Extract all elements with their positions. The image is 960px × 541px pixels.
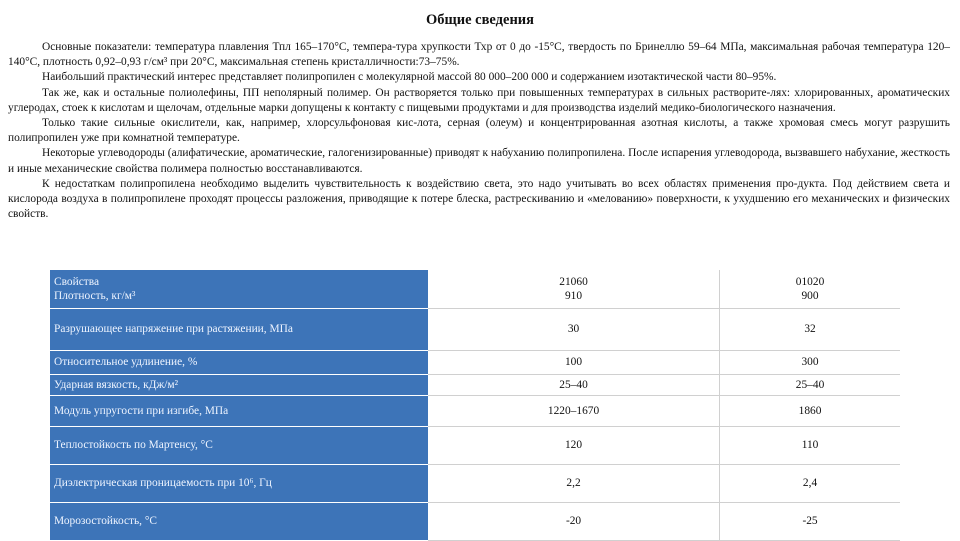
table-header-properties: Свойства (54, 275, 100, 288)
paragraph: Некоторые углеводороды (алифатические, ароматические, галогенизированные) приводят к набуханию полипропилена. После испарения углеводорода, вызвавшего набухание, жесткость и иные механические свойства полимера полностью восстанавливаются. (8, 147, 950, 175)
table-cell-property-name: Плотность, кг/м³ (54, 289, 136, 302)
table-cell-value: 900 (801, 289, 819, 302)
paragraph: Наибольший практический интерес представляет полипропилен с молекулярной массой 80 000–200 000 и содержанием изотактической части 80–95%. (42, 71, 777, 84)
table-cell-value: 2,2 (428, 464, 720, 502)
properties-table (50, 270, 900, 541)
body-text (8, 40, 950, 222)
table-cell-value: 120 (428, 426, 720, 464)
paragraph: Только такие сильные окислители, как, например, хлорсульфоновая кис-лота, серная (олеум) и концентрированная азотная кислоты, а также хромовая смесь могут разрушить полипропилен уже при комнатной температуре. (8, 117, 950, 145)
table-header-grade-a: 21060 (559, 275, 588, 288)
paragraph: Так же, как и остальные полиолефины, ПП неполярный полимер. Он растворяется только при повышенных температурах в сильных растворите-лях: хлорированных, ароматических углеродах, стоек к кислотам и щелочам, отдельные марки допущены к контакту с пищевыми продуктами и для производства изделий медико-биологического назначения. (8, 86, 950, 114)
table-cell-property-name: Морозостойкость, °С (50, 502, 428, 540)
table-cell-value: 1220–1670 (428, 395, 720, 426)
table-cell-property (50, 270, 428, 308)
table-cell-value: 1860 (720, 395, 900, 426)
table-row (50, 464, 900, 502)
page-title: Общие сведения (425, 12, 535, 28)
table-cell-value: 30 (428, 308, 720, 350)
table-cell-value: 25–40 (720, 374, 900, 395)
table-cell-property-name: Разрушающее напряжение при растяжении, МПа (50, 308, 428, 350)
table-row (50, 374, 900, 395)
table-row (50, 502, 900, 540)
table-row (50, 308, 900, 350)
table-cell-property-name: Теплостойкость по Мартенсу, °С (50, 426, 428, 464)
table-row (50, 395, 900, 426)
table-cell-property-name: Диэлектрическая проницаемость при 10⁶, Гц (50, 464, 428, 502)
table-cell-value: -25 (720, 502, 900, 540)
table-row (50, 350, 900, 374)
table-row (50, 426, 900, 464)
table-cell-property-name: Модуль упругости при изгибе, МПа (50, 395, 428, 426)
table-cell-value: 32 (720, 308, 900, 350)
table-cell-value: 910 (564, 289, 583, 302)
table-cell-value-b (720, 270, 900, 308)
table-cell-value: 300 (720, 350, 900, 374)
table-cell-value: 100 (428, 350, 720, 374)
table-cell-value-a (428, 270, 720, 308)
table-cell-property-name: Относительное удлинение, % (50, 350, 428, 374)
table-header-grade-b: 01020 (795, 275, 825, 288)
table-cell-value: 2,4 (720, 464, 900, 502)
table-cell-property-name: Ударная вязкость, кДж/м² (50, 374, 428, 395)
table-cell-value: 110 (720, 426, 900, 464)
paragraph: К недостаткам полипропилена необходимо выделить чувствительность к воздействию света, это надо учитывать во всех областях применения про-дукта. Под действием света и кислорода воздуха в полипропилене проходят процессы разложения, приводящие к потере блеска, растрескиванию и «мелованию» поверхности, к ухудшению его механических и физических свойств. (8, 177, 950, 221)
paragraph: Основные показатели: температура плавления Тпл 165–170°С, темпера-тура хрупкости Тхр от 0 до -15°С, твердость по Бринеллю 59–64 МПа, максимальная рабочая температура 120–140°С, плотность 0,92–0,93 г/см³ при 20°С, максимальная степень кристалличности:73–75%. (8, 41, 950, 69)
table-cell-value: 25–40 (428, 374, 720, 395)
table-row (50, 270, 900, 308)
table-cell-value: -20 (428, 502, 720, 540)
